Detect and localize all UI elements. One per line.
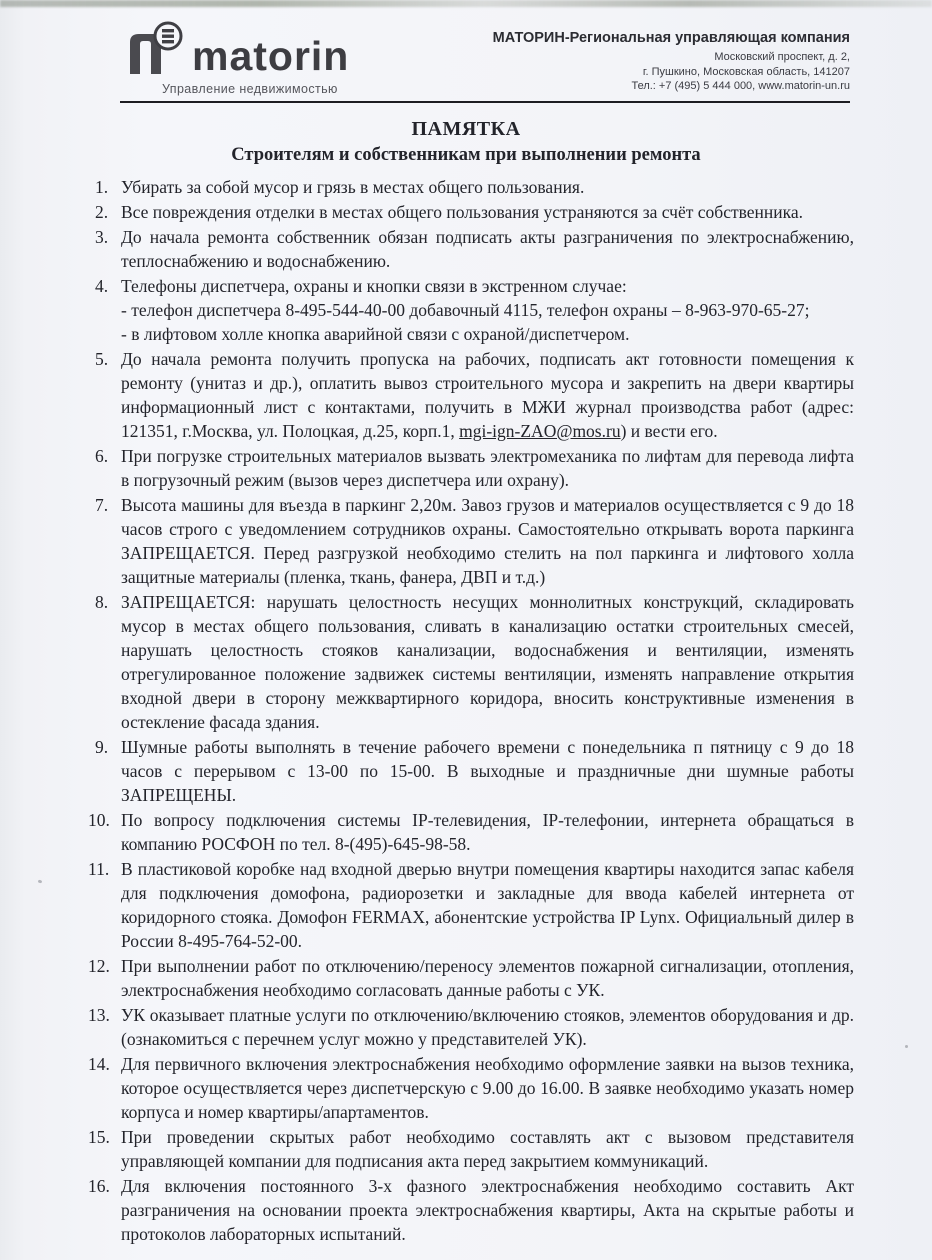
item-text: До начала ремонта собственник обязан подписать акты разграничения по электроснабжению, теплоснабжению и водоснабжению.: [121, 227, 854, 271]
list-item: [88, 444, 854, 492]
item-text: Убирать за собой мусор и грязь в местах общего пользования.: [121, 177, 585, 197]
list-item: [88, 1125, 854, 1173]
item-number: 2.: [95, 202, 109, 222]
matorin-logo-icon: [126, 20, 190, 76]
item-number: 15.: [88, 1127, 110, 1147]
list-item: [88, 493, 854, 589]
item-text: [121, 347, 854, 443]
list-item: [88, 590, 854, 734]
item-text-segment: До начала ремонта получить пропуска на рабочих, подписать акт готовности помещения к ремонту (унитаз и др.), оплатить вывоз строительного мусора и закрепить на двери квартиры информационный лист с контактами, получить в МЖИ журнал производства работ (адрес: 121351, г.Москва, ул. Полоцкая, д.25, корп.1,: [121, 349, 854, 441]
item-text: При погрузке строительных материалов вызвать электромеханика по лифтам для перевода лифта в погрузочный режим (вызов через диспетчера или охрану).: [121, 446, 854, 490]
list-item: [88, 274, 854, 346]
item-number: 3.: [95, 227, 109, 247]
item-number: 7.: [95, 495, 109, 515]
item-text: УК оказывает платные услуги по отключению/включению стояков, элементов оборудования и др. (ознакомиться с перечнем услуг можно у представителей УК).: [121, 1005, 854, 1049]
company-phone-line: Тел.: +7 (495) 5 444 000, www.matorin-un.ru: [631, 80, 850, 92]
header-divider: [120, 101, 850, 103]
document-title: ПАМЯТКА: [411, 118, 521, 140]
list-item: [88, 735, 854, 807]
list-item: [88, 1052, 854, 1124]
item-text: Высота машины для въезда в паркинг 2,20м. Завоз грузов и материалов осуществляется с 9 до 18 часов строго с уведомлением сотрудников охраны. Самостоятельно открывать ворота паркинга ЗАПРЕЩАЕТСЯ. Перед разгрузкой необходимо стелить на пол паркинга и лифтового холла защитные материалы (пленка, ткань, фанера, ДВП и т.д.): [121, 495, 854, 587]
list-item: [88, 1174, 854, 1246]
item-number: 10.: [88, 810, 110, 830]
list-item: [88, 200, 854, 224]
item-text: Для первичного включения электроснабжения необходимо оформление заявки на вызов техника, которое осуществляется через диспетчерскую с 9.00 до 16.00. В заявке необходимо указать номер корпуса и номер квартиры/апартаментов.: [121, 1054, 854, 1122]
company-address-line: г. Пушкино, Московская область, 141207: [642, 65, 850, 78]
item-number: 16.: [88, 1176, 110, 1196]
item-text-segment: ) и вести его.: [620, 421, 718, 441]
item-number: 8.: [95, 592, 109, 612]
list-item: [88, 347, 854, 443]
letterhead: [0, 0, 932, 96]
item-number: 5.: [95, 349, 109, 369]
company-logo: [126, 20, 349, 96]
item-number: 9.: [95, 737, 109, 757]
list-item: [88, 808, 854, 856]
brand-tagline: Управление недвижимостью: [162, 82, 338, 96]
item-number: 14.: [88, 1054, 110, 1074]
item-text: Для включения постоянного 3-х фазного электроснабжения необходимо составить Акт разграничения на основании проекта электроснабжения квартиры, Акта на скрытые работы и протоколов лабораторных испытаний.: [121, 1176, 854, 1244]
document-subtitle: Строителям и собственникам при выполнении ремонта: [231, 145, 701, 165]
item-text: При проведении скрытых работ необходимо составлять акт с вызовом представителя управляющей компании для подписания акта перед закрытием коммуникаций.: [121, 1127, 854, 1171]
item-text: Шумные работы выполнять в течение рабочего времени с понедельника п пятницу с 9 до 18 часов с перерывом с 13-00 по 15-00. В выходные и праздничные дни шумные работы ЗАПРЕЩЕНЫ.: [121, 737, 854, 805]
item-subline: - телефон диспетчера 8-495-544-40-00 добавочный 4115, телефон охраны – 8-963-970-65-27;: [121, 300, 810, 320]
logo-row: [126, 20, 350, 79]
item-text: ЗАПРЕЩАЕТСЯ: нарушать целостность несущих моннолитных конструкций, складировать мусор в местах общего пользования, сливать в канализацию остатки строительных смесей, нарушать целостность стояков канализации, водоснабжения и вентиляции, изменять отрегулированное положение задвижек системы вентиляции, изменять направление открытия входной двери в сторону межквартирного коридора, вносить конструктивные изменения в остекление фасада здания.: [121, 592, 854, 732]
email-link: mgi-ign-ZAO@mos.ru: [459, 421, 621, 441]
item-text: Все повреждения отделки в местах общего пользования устраняются за счёт собственника.: [121, 202, 804, 222]
list-item: [88, 954, 854, 1002]
item-text: [121, 274, 854, 346]
list-item: [88, 225, 854, 273]
item-text: По вопросу подключения системы IP-телевидения, IP-телефонии, интернета обращаться в компанию РОСФОН по тел. 8-(495)-645-98-58.: [121, 810, 854, 854]
item-subline: - в лифтовом холле кнопка аварийной связи с охраной/диспетчером.: [121, 324, 630, 344]
item-number: 11.: [88, 859, 110, 879]
list-item: [88, 857, 854, 953]
memo-rules-list: [0, 175, 932, 1246]
company-address-line: Московский проспект, д. 2,: [714, 51, 850, 63]
scan-artifact-top-edge: [0, 0, 932, 7]
scan-speckle: [905, 1045, 908, 1048]
brand-name: matorin: [192, 33, 350, 79]
item-number: 12.: [88, 956, 110, 976]
list-item: [88, 1003, 854, 1051]
item-number: 13.: [88, 1005, 110, 1025]
item-text-line: Телефоны диспетчера, охраны и кнопки связи в экстренном случае:: [121, 276, 627, 296]
item-number: 4.: [95, 276, 109, 296]
list-item: [88, 175, 854, 199]
item-text: При выполнении работ по отключению/переносу элементов пожарной сигнализации, отопления, электроснабжения необходимо согласовать данные работы с УК.: [121, 956, 854, 1000]
company-name: МАТОРИН-Региональная управляющая компания: [492, 30, 850, 46]
item-number: 6.: [95, 446, 109, 466]
item-number: 1.: [95, 177, 109, 197]
company-contact-block: [493, 20, 850, 96]
item-text: В пластиковой коробке над входной дверью внутри помещения квартиры находится запас кабеля для подключения домофона, радиорозетки и закладные для ввода кабелей интернета от коридорного стояка. Домофон FERMAX, абонентские устройства IP Lynx. Официальный дилер в России 8-495-764-52-00.: [121, 859, 854, 951]
